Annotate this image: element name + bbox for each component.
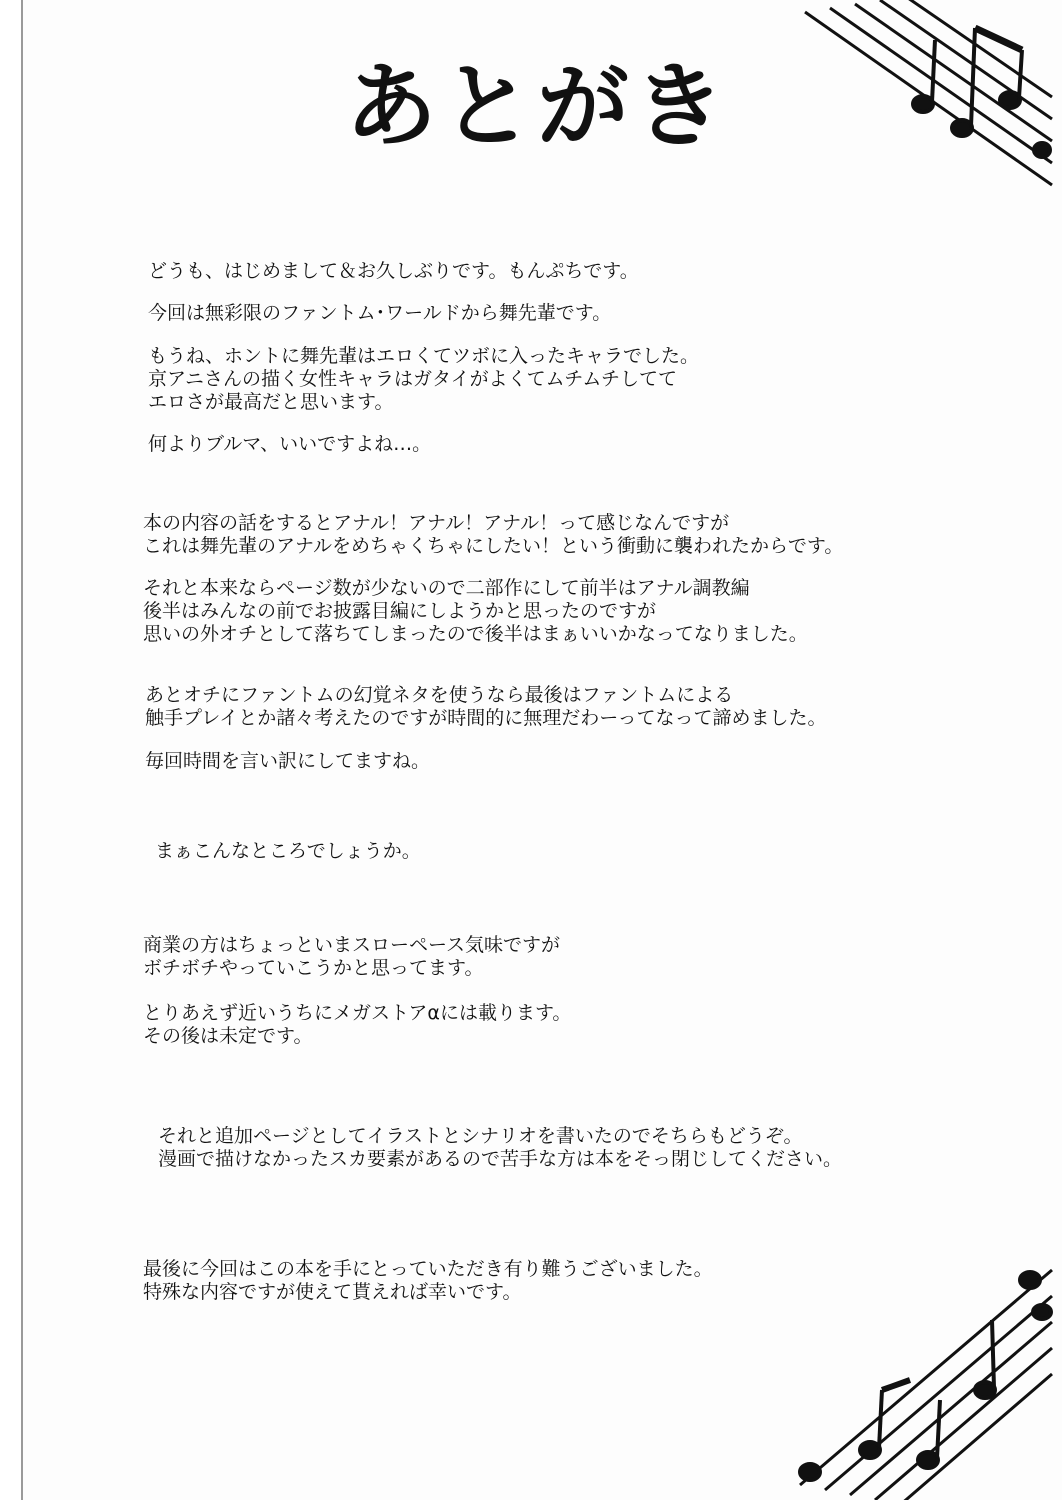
paragraph-excuse (145, 750, 430, 773)
text-line: 触手プレイとか諸々考えたのですが時間的に無理だわーってなって諦めました。 (145, 707, 827, 729)
text-line: その後は未定です。 (143, 1025, 313, 1047)
paragraph-character (148, 345, 699, 414)
text-line: 漫画で描けなかったスカ要素があるので苦手な方は本をそっ閉じしてください。 (158, 1148, 843, 1170)
paragraph-bloomers (148, 433, 431, 456)
text-line: まぁこんなところでしょうか。 (155, 840, 421, 862)
text-line: これは舞先輩のアナルをめちゃくちゃにしたい！という衝動に襲われたからです。 (143, 535, 844, 557)
text-line: エロさが最高だと思います。 (148, 391, 394, 413)
page-title: あとがき (345, 52, 730, 160)
paragraph-ending (145, 684, 827, 730)
text-line: とりあえず近いうちにメガストアαには載ります。 (143, 1002, 572, 1024)
page-edge-line (21, 0, 23, 1500)
paragraph-extra-pages (158, 1125, 842, 1171)
paragraph-plan (143, 577, 808, 646)
paragraph-megastore (143, 1002, 571, 1048)
text-line: どうも、はじめまして＆お久しぶりです。もんぷちです。 (148, 260, 639, 282)
paragraph-thanks (143, 1258, 713, 1304)
text-line: 最後に今回はこの本を手にとっていただき有り難うございました。 (143, 1258, 713, 1280)
text-line: ボチボチやっていこうかと思ってます。 (143, 957, 484, 979)
paragraph-commercial (143, 934, 560, 980)
text-line: 京アニさんの描く女性キャラはガタイがよくてムチムチしてて (148, 368, 677, 390)
paragraph-subject (148, 302, 611, 325)
text-line: それと追加ページとしてイラストとシナリオを書いたのでそちらもどうぞ。 (158, 1125, 803, 1147)
music-staff-top-decoration (790, 0, 1062, 200)
text-line: 後半はみんなの前でお披露目編にしようかと思ったのですが (143, 600, 657, 622)
music-staff-bottom-decoration (780, 1250, 1062, 1500)
text-line: それと本来ならページ数が少ないので二部作にして前半はアナル調教編 (143, 577, 750, 599)
text-line: 何よりブルマ、いいですよね…。 (148, 433, 432, 455)
text-line: あとオチにファントムの幻覚ネタを使うなら最後はファントムによる (145, 684, 734, 706)
paragraph-greeting (148, 260, 639, 283)
paragraph-wrapup (155, 840, 421, 863)
text-line: 特殊な内容ですが使えて貰えれば幸いです。 (143, 1281, 522, 1303)
text-line: 思いの外オチとして落ちてしまったので後半はまぁいいかなってなりました。 (143, 623, 808, 645)
text-line: もうね、ホントに舞先輩はエロくてツボに入ったキャラでした。 (148, 345, 700, 367)
text-line: 今回は無彩限のファントム･ワールドから舞先輩です。 (148, 302, 612, 324)
text-line: 商業の方はちょっといまスローペース気味ですが (143, 934, 561, 956)
text-line: 本の内容の話をするとアナル！アナル！アナル！って感じなんですが (143, 512, 730, 534)
scan-margin (0, 0, 21, 1500)
text-line: 毎回時間を言い訳にしてますね。 (145, 750, 431, 772)
paragraph-content (143, 512, 843, 558)
